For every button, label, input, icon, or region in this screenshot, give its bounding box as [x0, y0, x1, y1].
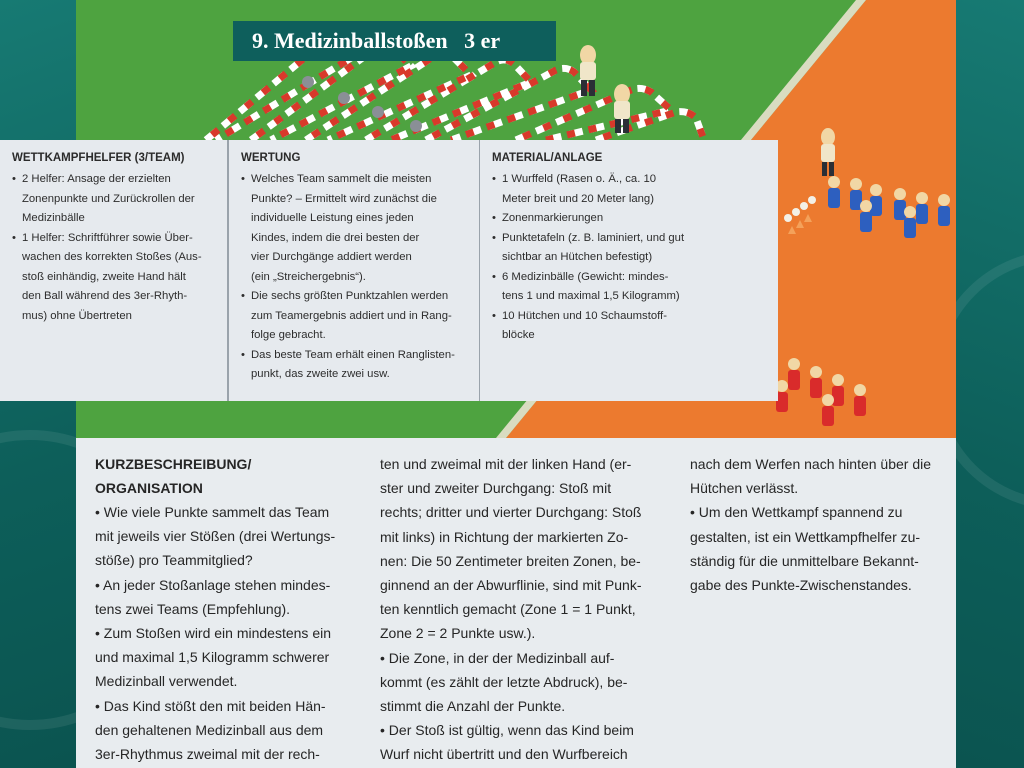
helpers-column-outer: [0, 140, 228, 401]
scoring-item: • Die sechs größten Punktzahlen werden zum Teamergebnis addiert und in Rang- folge gebracht.: [241, 287, 469, 346]
material-item: • Zonenmarkierungen: [492, 209, 691, 229]
description-paragraph: • An jeder Stoßanlage stehen mindes- tens zwei Teams (Empfehlung).: [95, 576, 331, 617]
material-column: [479, 140, 701, 401]
description-column-2: [380, 452, 655, 767]
description-paragraph: • Das Kind stößt den mit beiden Hän- den gehaltenen Medizinball aus dem 3er-Rhythmus zweimal mit der rech-: [95, 697, 326, 763]
description-paragraph: nach dem Werfen nach hinten über die Hütchen verlässt.: [690, 456, 932, 497]
helpers-item: • 1 Helfer: Schriftführer sowie Über- wachen des korrekten Stoßes (Aus- stoß einhändig, zweite Hand hält den Ball während des 3er-Rhyth- mus) ohne Übertreten: [12, 229, 217, 327]
description-paragraph: ten und zweimal mit der linken Hand (er- ster und zweiter Durchgang: Stoß mit rechts; dritter und vierter Durchgang: Stoß mit links) in Richtung der markierten Zo- nen: Die 50 Zentimeter breiten Zonen, be- ginnend an der Abwurflinie, sind mit Punk- ten kenntlich gemacht (Zone 1 = 1 Punkt, Zone 2 = 2 Punkte usw.).: [380, 456, 642, 642]
description-paragraph: • Zum Stoßen wird ein mindestens ein und maximal 1,5 Kilogramm schwerer Medizinball verwendet.: [95, 625, 332, 690]
helpers-item: • 2 Helfer: Ansage der erzielten Zonenpunkte und Zurückrollen der Medizinbälle: [12, 170, 217, 229]
material-list: [492, 170, 691, 346]
scoring-heading: WERTUNG: [241, 152, 301, 164]
description-paragraph: • Um den Wettkampf spannend zu gestalten, ist ein Wettkampfhelfer zu- ständig für die unmittelbare Bekannt- gabe des Punkte-Zwischenstandes.: [690, 504, 921, 594]
description-column-3: [690, 452, 940, 597]
material-item: • 1 Wurffeld (Rasen o. Ä., ca. 10 Meter breit und 20 Meter lang): [492, 170, 691, 209]
description-column-1: [95, 438, 345, 766]
material-heading: MATERIAL/ANLAGE: [492, 152, 603, 164]
description-paragraph: • Der Stoß ist gültig, wenn das Kind beim Wurf nicht übertritt und den Wurfbereich: [380, 722, 634, 763]
info-panel: [228, 140, 778, 401]
page-title: 9. Medizinballstoßen 3 er: [233, 21, 556, 61]
helpers-heading: WETTKAMPFHELFER (3/TEAM): [12, 152, 185, 164]
material-item: • Punktetafeln (z. B. laminiert, und gut sichtbar an Hütchen befestigt): [492, 229, 691, 268]
description-paragraph: • Wie viele Punkte sammelt das Team mit jeweils vier Stößen (drei Wertungs- stöße) pro Teammitglied?: [95, 504, 336, 569]
description-section: [76, 438, 956, 768]
material-item: • 10 Hütchen und 10 Schaumstoff- blöcke: [492, 307, 691, 346]
scoring-item: • Das beste Team erhält einen Ranglisten- punkt, das zweite zwei usw.: [241, 346, 469, 385]
scoring-item: • Welches Team sammelt die meisten Punkte? – Ermittelt wird zunächst die individuelle Leistung eines jeden Kindes, indem die drei besten der vier Durchgänge addiert werden (ein „Streichergebnis“).: [241, 170, 469, 287]
description-paragraph: • Die Zone, in der der Medizinball auf- kommt (es zählt der letzte Abdruck), be- stimmt die Anzahl der Punkte.: [380, 649, 628, 715]
helpers-list: [12, 170, 217, 326]
scoring-list: [241, 170, 469, 385]
scoring-column: [228, 140, 479, 401]
description-heading: KURZBESCHREIBUNG/ ORGANISATION: [95, 456, 252, 496]
material-item: • 6 Medizinbälle (Gewicht: mindes- tens 1 und maximal 1,5 Kilogramm): [492, 268, 691, 307]
